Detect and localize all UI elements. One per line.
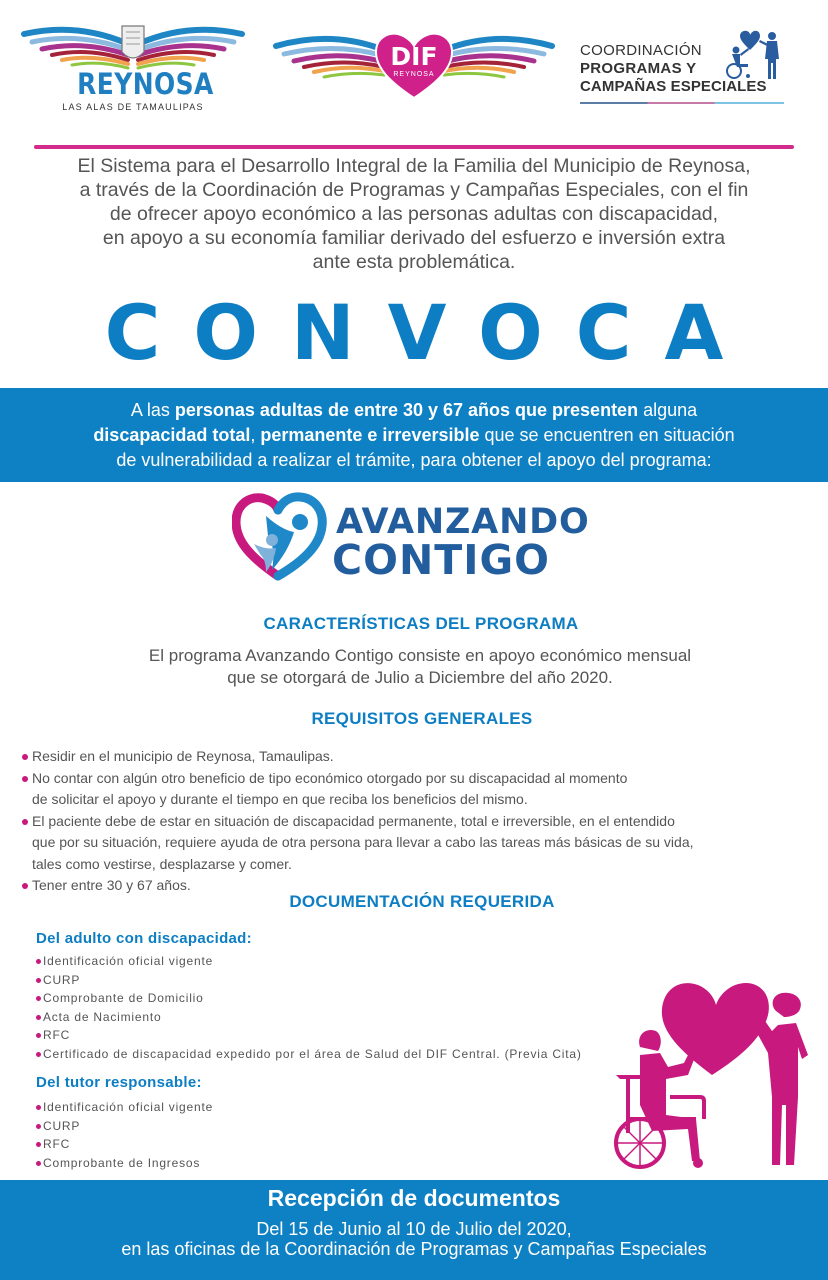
band-text: alguna xyxy=(638,400,698,420)
band-line-2 xyxy=(0,423,828,448)
band-bold-text: permanente e irreversible xyxy=(260,425,480,445)
footer-title: Recepción de documentos xyxy=(267,1185,561,1211)
bullet-icon xyxy=(36,959,41,964)
coord-line3: CAMPAÑAS ESPECIALES xyxy=(580,78,767,95)
doc-text: Identificación oficial vigente xyxy=(43,954,214,968)
doc-item xyxy=(36,1117,213,1136)
intro-line: ante esta problemática. xyxy=(312,251,516,273)
characteristics-title: CARACTERÍSTICAS DEL PROGRAMA xyxy=(263,614,579,633)
bullet-icon xyxy=(22,754,28,760)
heart-icon xyxy=(662,983,769,1075)
coordination-logo xyxy=(578,30,808,110)
characteristics-line: El programa Avanzando Contigo consiste en apoyo económico mensual xyxy=(148,646,692,665)
intro-paragraph xyxy=(30,154,798,274)
header-divider xyxy=(34,145,794,149)
requirements-title: REQUISITOS GENERALES xyxy=(311,709,533,728)
document-reception-footer xyxy=(0,1180,828,1280)
doc-item xyxy=(36,971,582,990)
wheelchair-heart-icon xyxy=(724,30,784,80)
requirement-text: No contar con algún otro beneficio de tipo económico otorgado por su discapacidad al momento xyxy=(32,769,628,786)
heart-people-icon xyxy=(232,492,328,582)
bullet-icon xyxy=(36,978,41,983)
band-bold-text: discapacidad total xyxy=(93,425,251,445)
bullet-icon xyxy=(22,776,28,782)
tutor-docs-title: Del tutor responsable: xyxy=(36,1074,202,1091)
doc-text: Acta de Nacimiento xyxy=(43,1009,162,1024)
bullet-icon xyxy=(36,1142,41,1147)
doc-item xyxy=(36,1026,582,1045)
doc-text: CURP xyxy=(43,1118,81,1133)
characteristics-body xyxy=(40,645,800,689)
requirement-text: que por su situación, requiere ayuda de otra persona para llevar a cabo las tareas más básicas de su vida, xyxy=(32,834,694,850)
requirement-text: tales como vestirse, desplazarse y comer. xyxy=(32,855,292,872)
adult-docs-list xyxy=(36,952,582,1063)
tutor-docs-list xyxy=(36,1098,213,1172)
bullet-icon xyxy=(36,1105,41,1110)
requirement-item xyxy=(22,768,822,811)
requirement-text: Residir en el municipio de Reynosa, Tamaulipas. xyxy=(32,748,334,764)
reynosa-wordmark: REYNOSA xyxy=(77,67,214,101)
reynosa-logo xyxy=(18,22,248,114)
footer-location: en las oficinas de la Coordinación de Programas y Campañas Especiales xyxy=(121,1239,707,1259)
intro-line: El Sistema para el Desarrollo Integral de la Familia del Municipio de Reynosa, xyxy=(77,155,751,177)
reynosa-tagline: LAS ALAS DE TAMAULIPAS xyxy=(62,102,204,112)
doc-item xyxy=(36,952,582,971)
requirement-item xyxy=(22,811,822,876)
band-line-3: de vulnerabilidad a realizar el trámite, para obtener el apoyo del programa: xyxy=(116,450,712,470)
intro-line: a través de la Coordinación de Programas y Campañas Especiales, con el fin xyxy=(79,179,749,201)
coord-rule-divider xyxy=(580,102,784,104)
requirement-item xyxy=(22,746,822,768)
doc-text: RFC xyxy=(43,1028,71,1042)
doc-item xyxy=(36,1045,582,1064)
dif-logo xyxy=(272,26,556,100)
coord-line2: PROGRAMAS Y xyxy=(580,60,697,77)
doc-item xyxy=(36,989,582,1008)
avanzando-contigo-logo xyxy=(232,492,592,582)
bullet-icon xyxy=(36,1052,41,1057)
doc-text: RFC xyxy=(43,1137,71,1151)
wheelchair-heart-illustration xyxy=(600,975,820,1175)
target-audience-band xyxy=(0,388,828,482)
documentation-title: DOCUMENTACIÓN REQUERIDA xyxy=(289,892,555,911)
band-text: que se encuentren en situación xyxy=(479,425,735,445)
program-name-line1: AVANZANDO xyxy=(336,502,590,542)
doc-item xyxy=(36,1098,213,1117)
band-text: , xyxy=(250,425,261,445)
requirements-list xyxy=(22,746,822,897)
coat-of-arms-icon xyxy=(122,26,144,58)
characteristics-line: que se otorgará de Julio a Diciembre del año 2020. xyxy=(227,668,613,687)
convoca-heading: CONVOCA xyxy=(104,288,757,377)
bullet-icon xyxy=(36,1015,41,1020)
bullet-icon xyxy=(36,1033,41,1038)
bullet-icon xyxy=(36,1161,41,1166)
bullet-icon xyxy=(22,883,28,889)
adult-docs-title: Del adulto con discapacidad: xyxy=(36,930,252,947)
doc-text: Comprobante de Domicilio xyxy=(43,991,204,1005)
intro-line: de ofrecer apoyo económico a las personas adultas con discapacidad, xyxy=(109,203,719,225)
requirement-text: de solicitar el apoyo y durante el tiempo en que reciba los beneficios del mismo. xyxy=(32,791,528,807)
bullet-icon xyxy=(36,1124,41,1129)
doc-item xyxy=(36,1008,582,1027)
dif-wordmark: DIF xyxy=(390,42,438,71)
band-line-1 xyxy=(0,398,828,423)
bullet-icon xyxy=(36,996,41,1001)
doc-text: Comprobante de Ingresos xyxy=(43,1155,201,1170)
doc-text: CURP xyxy=(43,972,81,987)
doc-text: Certificado de discapacidad expedido por el área de Salud del DIF Central. (Previa Cita) xyxy=(43,1046,582,1061)
band-text: A las xyxy=(130,400,175,420)
doc-item xyxy=(36,1135,213,1154)
requirement-text: Tener entre 30 y 67 años. xyxy=(32,877,191,893)
doc-text: Identificación oficial vigente xyxy=(43,1100,214,1114)
dif-sub: REYNOSA xyxy=(393,71,435,78)
requirement-text: El paciente debe de estar en situación de discapacidad permanente, total e irreversible, en el entendido xyxy=(32,812,675,829)
program-name-line2: CONTIGO xyxy=(332,536,550,584)
coord-line1: COORDINACIÓN xyxy=(580,42,702,59)
footer-dates: Del 15 de Junio al 10 de Julio del 2020, xyxy=(256,1219,572,1239)
intro-line: en apoyo a su economía familiar derivado del esfuerzo e inversión extra xyxy=(102,227,726,249)
bullet-icon xyxy=(22,819,28,825)
band-bold-text: personas adultas de entre 30 y 67 años que presenten xyxy=(174,400,639,420)
doc-item xyxy=(36,1154,213,1173)
